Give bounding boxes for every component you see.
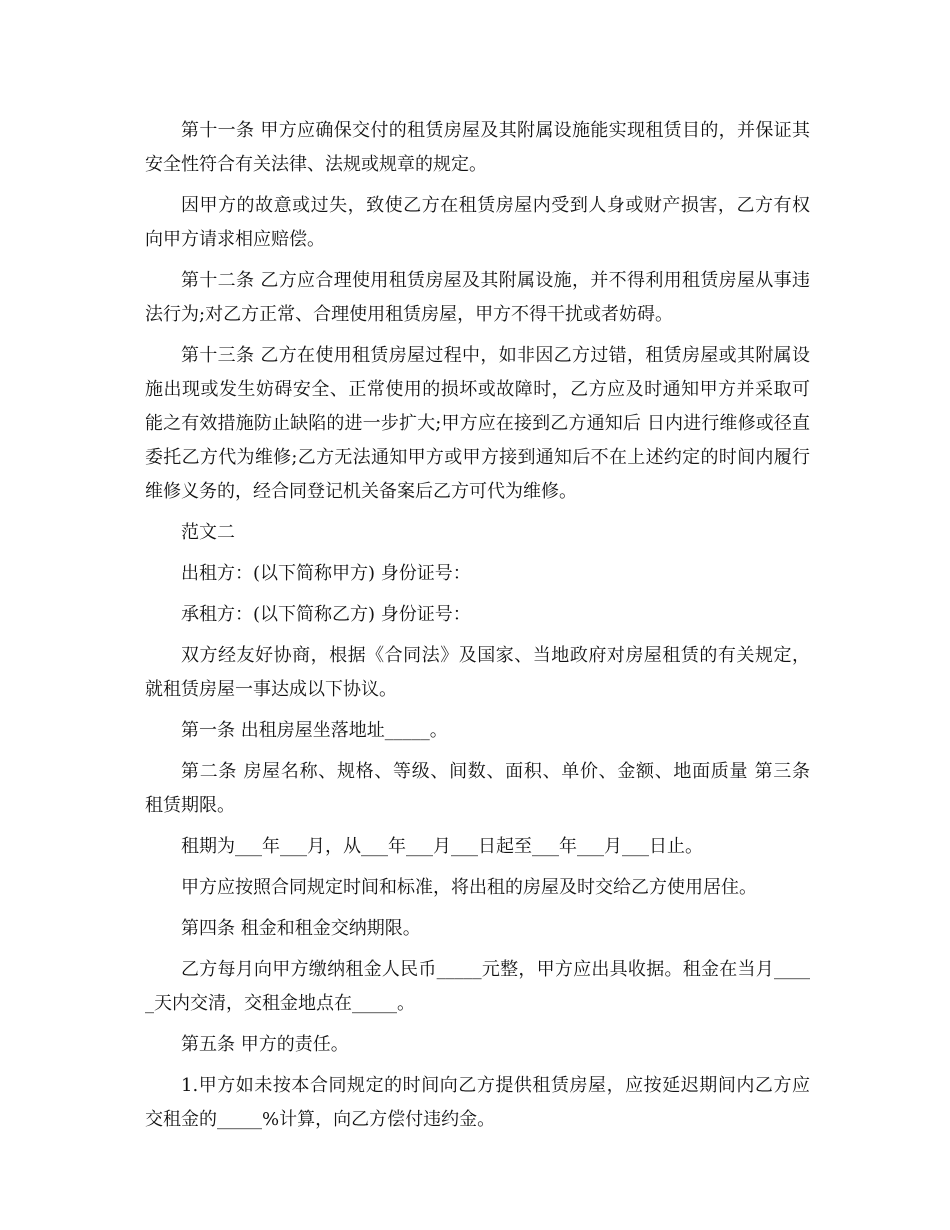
paragraph-agreement: 双方经友好协商，根据《合同法》及国家、当地政府对房屋租赁的有关规定，就租赁房屋一事达成以下协议。	[145, 645, 810, 700]
paragraph-article-12: 第十二条 乙方应合理使用租赁房屋及其附属设施，并不得利用租赁房屋从事违法行为;对乙方正常、合理使用租赁房屋，甲方不得干扰或者妨碍。	[145, 270, 810, 325]
paragraph-lease-term: 租期为___年___月，从___年___月___日起至___年___月___日止。	[181, 836, 703, 857]
section-heading-sample-2: 范文二	[181, 522, 235, 543]
paragraph-article-1: 第一条 出租房屋坐落地址_____。	[181, 720, 448, 741]
paragraph-article-5: 第五条 甲方的责任。	[181, 1034, 349, 1055]
paragraph-article-4: 第四条 租金和租金交纳期限。	[181, 918, 421, 939]
paragraph-landlord-fault: 因甲方的故意或过失，致使乙方在租赁房屋内受到人身或财产损害，乙方有权向甲方请求相应赔偿。	[145, 195, 810, 250]
paragraph-clause-5-1: 1.甲方如未按本合同规定的时间向乙方提供租赁房屋，应按延迟期间内乙方应交租金的_____%计算，向乙方偿付违约金。	[145, 1075, 810, 1130]
paragraph-lessee: 承租方：(以下简称乙方) 身份证号：	[181, 604, 471, 625]
paragraph-article-2-3: 第二条 房屋名称、规格、等级、间数、面积、单价、金额、地面质量 第三条 租赁期限。	[145, 761, 810, 816]
paragraph-lessor: 出租方：(以下简称甲方) 身份证号：	[181, 563, 471, 584]
paragraph-article-13: 第十三条 乙方在使用租赁房屋过程中，如非因乙方过错，租赁房屋或其附属设施出现或发生妨碍安全、正常使用的损坏或故障时，乙方应及时通知甲方并采取可能之有效措施防止缺陷的进一步扩大;甲方应在接到乙方通知后 日内进行维修或径直委托乙方代为维修;乙方无法通知甲方或甲方接到通知后不在上述约定的时间内履行维修义务的，经合同登记机关备案后乙方可代为维修。	[145, 345, 810, 502]
paragraph-article-11: 第十一条 甲方应确保交付的租赁房屋及其附属设施能实现租赁目的，并保证其安全性符合有关法律、法规或规章的规定。	[145, 120, 810, 175]
paragraph-rent-payment: 乙方每月向甲方缴纳租金人民币_____元整，甲方应出具收据。租金在当月_____天内交清，交租金地点在_____。	[145, 959, 810, 1014]
paragraph-delivery: 甲方应按照合同规定时间和标准，将出租的房屋及时交给乙方使用居住。	[181, 877, 757, 898]
document-body	[145, 114, 810, 1144]
